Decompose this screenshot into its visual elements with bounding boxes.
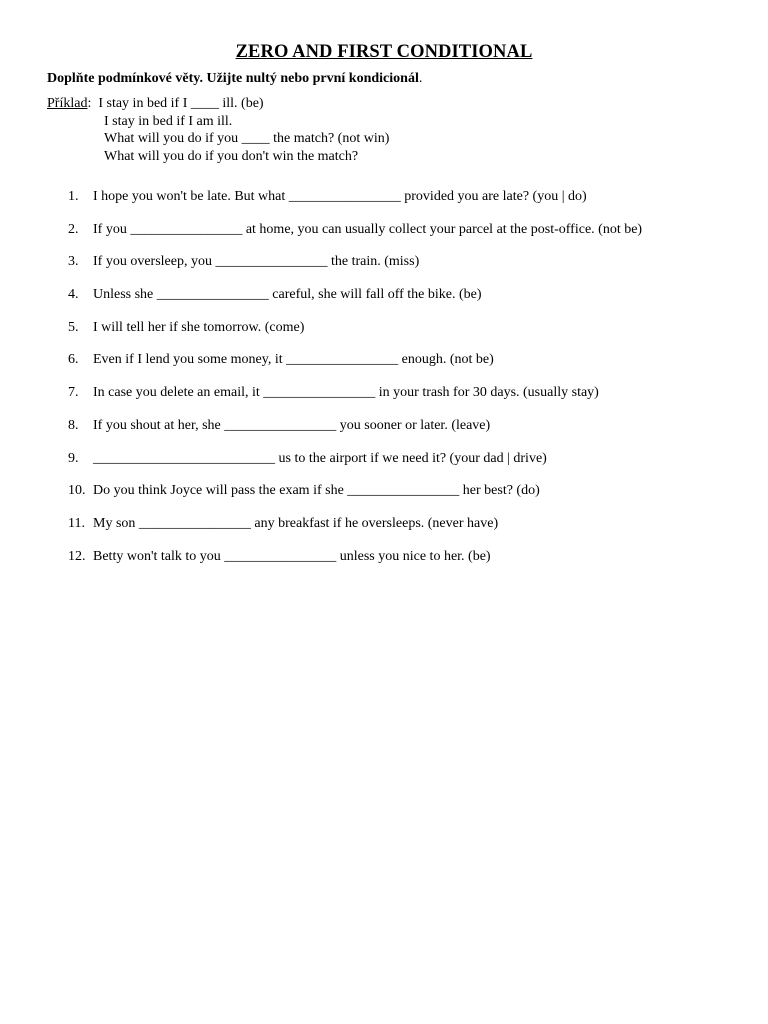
exercise-text: __________________________ us to the airport if we need it? (your dad | drive): [93, 450, 547, 466]
exercise-number: 9.: [68, 450, 79, 466]
instruction-text: Doplňte podmínkové věty. Užijte nultý nebo první kondicionál: [47, 71, 419, 86]
exercise-text: I will tell her if she tomorrow. (come): [93, 319, 305, 335]
exercise-number: 12.: [68, 548, 86, 564]
example-colon: :: [87, 96, 92, 111]
example-line: [47, 95, 389, 113]
instruction-end: .: [418, 71, 423, 86]
exercise-item: [68, 418, 642, 451]
exercise-text: Do you think Joyce will pass the exam if she ________________ her best? (do): [93, 483, 540, 499]
instruction: [47, 71, 422, 87]
exercise-item: [68, 549, 642, 582]
exercise-item: [68, 222, 642, 255]
example-line: [47, 148, 389, 166]
exercise-text: Betty won't talk to you ________________ unless you nice to her. (be): [93, 548, 491, 564]
exercise-number: 10.: [68, 483, 86, 499]
exercise-text: In case you delete an email, it ________________ in your trash for 30 days. (usually stay): [93, 385, 599, 401]
example-line-text: What will you do if you don't win the match?: [104, 149, 359, 165]
exercise-text: If you shout at her, she ________________ you sooner or later. (leave): [93, 417, 491, 433]
exercise-number: 6.: [68, 352, 79, 368]
exercise-item: [68, 287, 642, 320]
exercise-text: My son ________________ any breakfast if he oversleeps. (never have): [93, 515, 499, 531]
exercise-item: [68, 320, 642, 353]
example-line-text: I stay in bed if I am ill.: [104, 113, 233, 129]
exercise-item: [68, 352, 642, 385]
page-title: ZERO AND FIRST CONDITIONAL: [235, 42, 533, 62]
exercise-number: 8.: [68, 417, 79, 433]
exercise-number: 2.: [68, 221, 79, 237]
exercise-number: 5.: [68, 319, 79, 335]
exercise-item: [68, 483, 642, 516]
exercise-item: [68, 451, 642, 484]
example-line: [47, 130, 389, 148]
exercise-number: 11.: [68, 515, 85, 531]
exercise-text: Even if I lend you some money, it ________________ enough. (not be): [93, 352, 494, 368]
exercise-text: I hope you won't be late. But what ________________ provided you are late? (you | do): [93, 189, 587, 204]
exercise-list: [68, 189, 642, 581]
exercise-number: 7.: [68, 385, 79, 401]
exercise-text: If you ________________ at home, you can usually collect your parcel at the post-office. (not be): [93, 221, 643, 237]
exercise-item: [68, 189, 642, 222]
exercise-item: [68, 385, 642, 418]
exercise-item: [68, 516, 642, 549]
example-line: [47, 113, 389, 131]
example-line-text: What will you do if you ____ the match? (not win): [104, 131, 390, 147]
example-block: [47, 95, 389, 166]
exercise-number: 1.: [68, 189, 79, 204]
exercise-text: If you oversleep, you ________________ the train. (miss): [93, 254, 420, 270]
exercise-item: [68, 254, 642, 287]
example-label: Příklad: [47, 96, 88, 111]
exercise-number: 3.: [68, 254, 79, 270]
exercise-number: 4.: [68, 287, 79, 303]
example-line-text: I stay in bed if I ____ ill. (be): [98, 96, 264, 111]
exercise-text: Unless she ________________ careful, she will fall off the bike. (be): [93, 287, 482, 303]
